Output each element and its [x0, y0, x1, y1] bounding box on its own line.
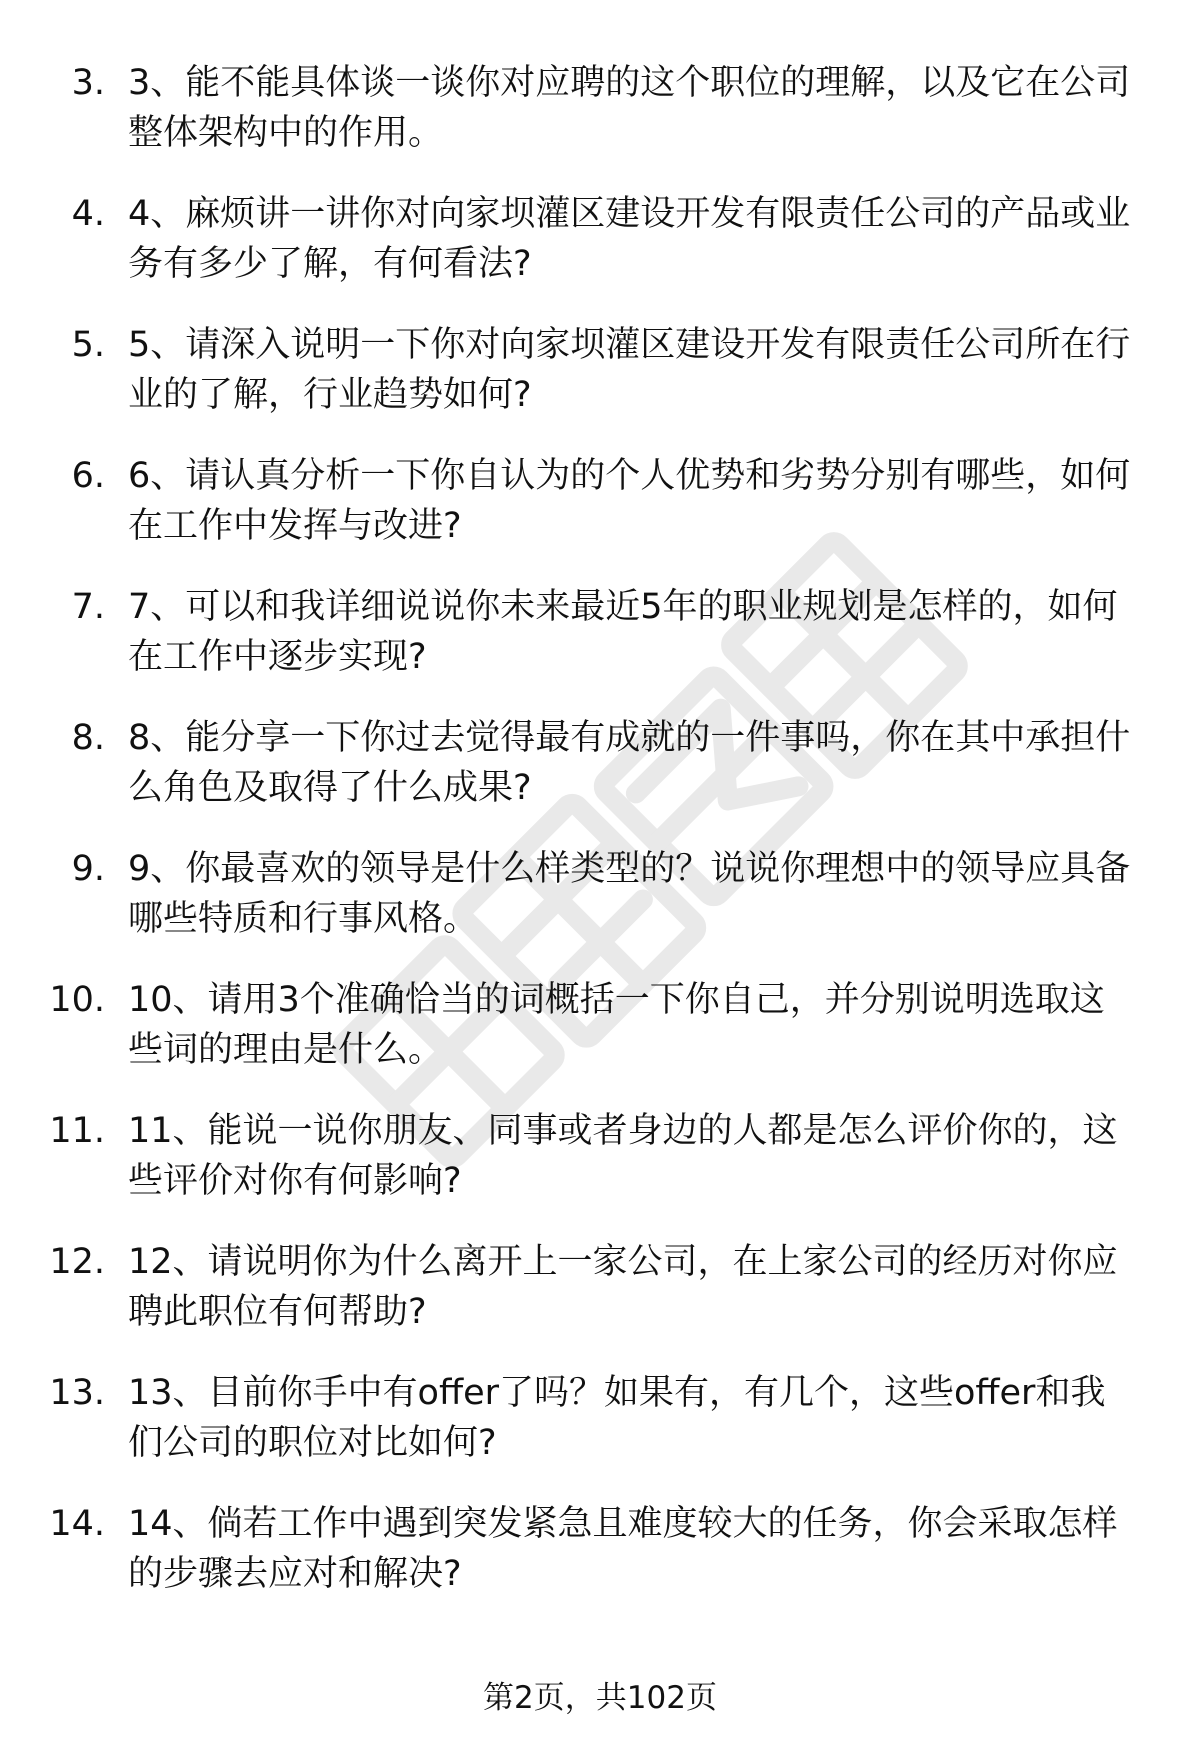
question-text: 11、能说一说你朋友、同事或者身边的人都是怎么评价你的，这 些评价对你有何影响?	[128, 1111, 1118, 1201]
question-number: 8.	[71, 718, 105, 758]
page-footer: 第2页，共102页	[483, 1680, 717, 1716]
question-number: 14.	[49, 1504, 105, 1544]
question-text: 5、请深入说明一下你对向家坝灌区建设开发有限责任公司所在行 业的了解，行业趋势如何?	[128, 325, 1131, 415]
list-item	[0, 713, 1200, 844]
question-number: 12.	[49, 1242, 105, 1282]
question-text: 9、你最喜欢的领导是什么样类型的？说说你理想中的领导应具备 哪些特质和行事风格。	[128, 849, 1131, 939]
list-item	[0, 582, 1200, 713]
list-item	[0, 1499, 1200, 1630]
question-number: 11.	[49, 1111, 105, 1151]
question-text: 4、麻烦讲一讲你对向家坝灌区建设开发有限责任公司的产品或业 务有多少了解，有何看法?	[128, 194, 1131, 284]
question-text: 12、请说明你为什么离开上一家公司，在上家公司的经历对你应 聘此职位有何帮助?	[128, 1242, 1118, 1332]
question-text: 14、倘若工作中遇到突发紧急且难度较大的任务，你会采取怎样 的步骤去应对和解决?	[128, 1504, 1118, 1594]
question-text: 6、请认真分析一下你自认为的个人优势和劣势分别有哪些，如何 在工作中发挥与改进?	[128, 456, 1131, 546]
question-text: 7、可以和我详细说说你未来最近5年的职业规划是怎样的，如何 在工作中逐步实现?	[128, 587, 1118, 677]
question-number: 7.	[71, 587, 105, 627]
question-number: 10.	[49, 980, 105, 1020]
question-number: 6.	[71, 456, 105, 496]
list-item	[0, 844, 1200, 975]
question-text: 8、能分享一下你过去觉得最有成就的一件事吗，你在其中承担什 么角色及取得了什么成果?	[128, 718, 1131, 808]
question-text: 10、请用3个准确恰当的词概括一下你自己，并分别说明选取这 些词的理由是什么。	[128, 980, 1105, 1070]
list-item	[0, 1106, 1200, 1237]
list-item	[0, 320, 1200, 451]
question-text: 3、能不能具体谈一谈你对应聘的这个职位的理解，以及它在公司 整体架构中的作用。	[128, 63, 1131, 153]
list-item	[0, 189, 1200, 320]
question-list	[0, 58, 1200, 1630]
question-text: 13、目前你手中有offer了吗？如果有，有几个，这些offer和我 们公司的职位对比如何?	[128, 1373, 1106, 1463]
list-item	[0, 1368, 1200, 1499]
list-item	[0, 1237, 1200, 1368]
list-item	[0, 451, 1200, 582]
question-number: 5.	[71, 325, 105, 365]
question-number: 3.	[71, 63, 105, 103]
list-item	[0, 58, 1200, 189]
list-item	[0, 975, 1200, 1106]
question-number: 4.	[71, 194, 105, 234]
question-number: 13.	[49, 1373, 105, 1413]
question-number: 9.	[71, 849, 105, 889]
